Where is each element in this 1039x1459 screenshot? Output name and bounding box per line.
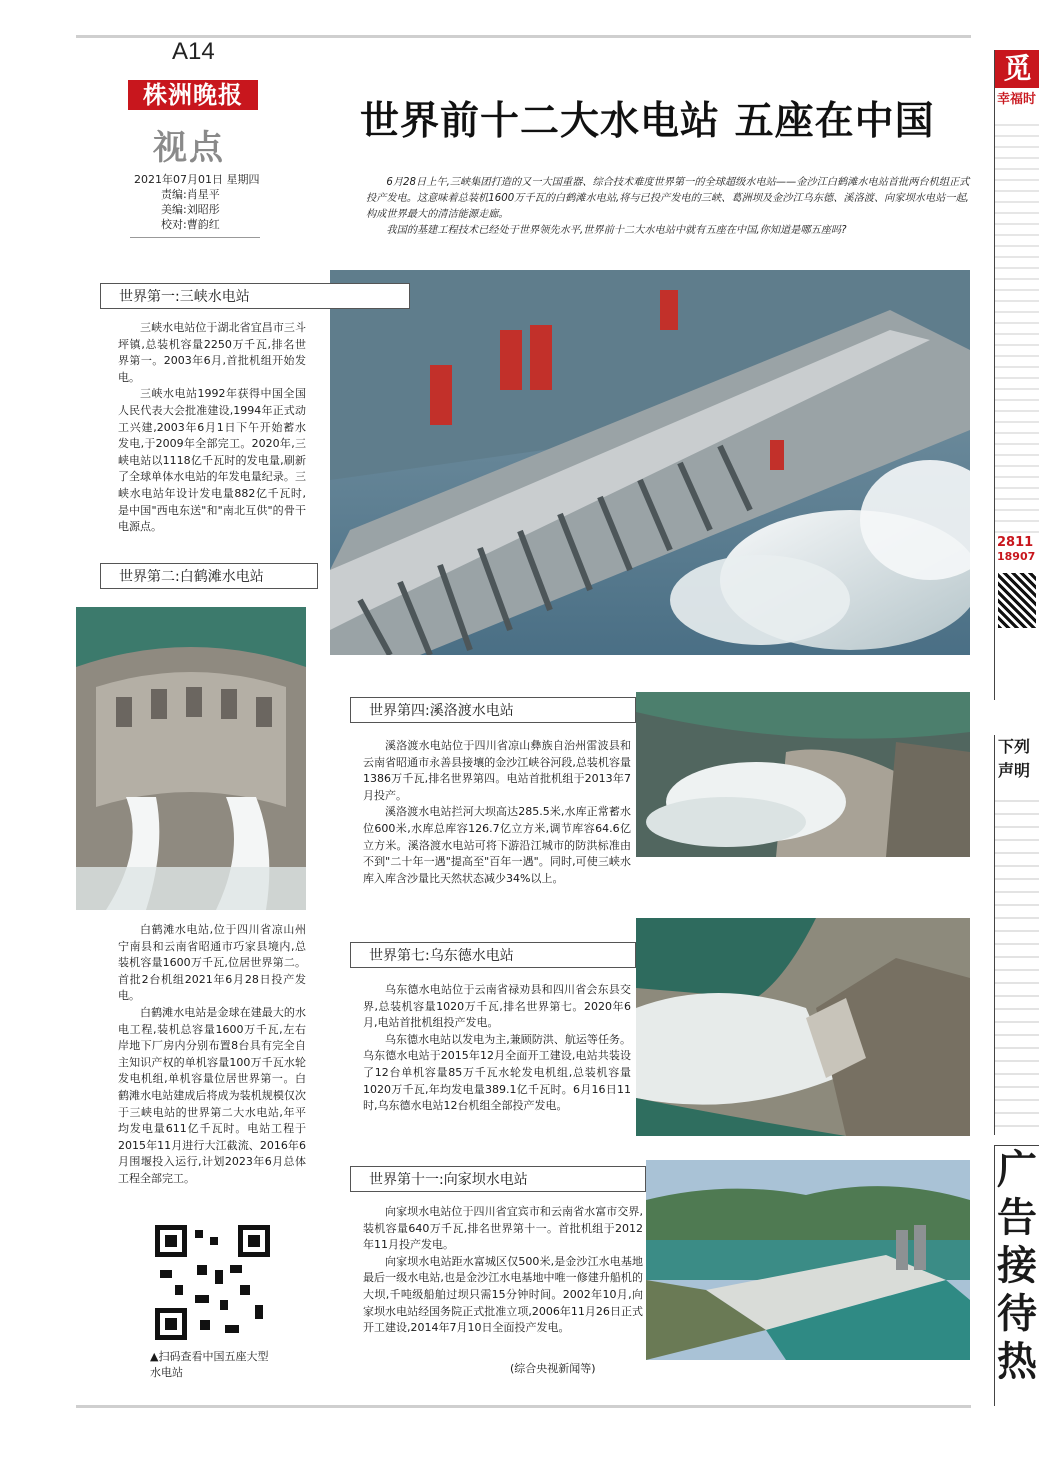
source-note: (综合央视新闻等) (510, 1362, 596, 1375)
station-text-xiangjiaba (363, 1204, 643, 1337)
three-gorges-photo (330, 270, 970, 655)
page-number: A14 (172, 38, 215, 65)
paragraph: 向家坝水电站位于四川省宜宾市和云南省水富市交界,装机容量640万千瓦,排名世界第十一。首批机组于2012年11月投产发电。 (363, 1205, 643, 1252)
section-title: 视点 (153, 128, 225, 168)
lead-paragraphs (366, 175, 972, 239)
ad-hotline-column (994, 1145, 1039, 1406)
credit-designer: 美编:刘昭彤 (161, 203, 220, 216)
paragraph: 向家坝水电站距水富城区仅500米,是金沙江水电基地最后一级水电站,也是金沙江水电基地中唯一修建升船机的大坝,千吨级船舶过坝只需15分钟时间。2002年10月,向家坝水电站经国务院正式批准立项,2006年11月26日正式开工建设,2014年7月10日全面投产发电。 (363, 1254, 643, 1335)
paragraph: 三峡水电站1992年获得中国全国人民代表大会批准建设,1994年正式动工兴建,2003年6月1日下午开始蓄水发电,于2009年全部完工。2020年,三峡电站以1118亿千瓦时的发电量,刷新了全球单体水电站的年发电量纪录。三峡水电站年设计发电量882亿千瓦时,是中国"西电东送"和"南北互供"的骨干电源点。 (118, 387, 306, 534)
qr-code[interactable] (155, 1225, 270, 1340)
baihetan-photo (76, 607, 306, 910)
headline: 世界前十二大水电站 五座在中国 (360, 99, 935, 144)
paragraph: 三峡水电站位于湖北省宜昌市三斗坪镇,总装机容量2250万千瓦,排名世界第一。2003年6月,首批机组开始发电。 (118, 321, 306, 384)
credits (134, 172, 260, 232)
notice-title-1: 下列 (998, 737, 1031, 756)
bottom-rule (76, 1405, 971, 1408)
xiangjiaba-photo (646, 1160, 970, 1360)
notice-listings (995, 789, 1039, 1129)
hotline-char: 告 (997, 1194, 1037, 1241)
date-line: 2021年07月01日 星期四 (134, 173, 260, 186)
xiluodu-photo (636, 692, 970, 857)
station-text-wudongde (363, 982, 631, 1115)
hotline-char: 接 (997, 1242, 1037, 1289)
qr-caption: ▲扫码查看中国五座大型水电站 (150, 1350, 269, 1379)
station-label-baihetan: 世界第二:白鹤滩水电站 (100, 563, 318, 589)
paragraph: 溪洛渡水电站拦河大坝高达285.5米,水库正常蓄水位600米,水库总库容126.7亿立方米,调节库容64.6亿立方米。溪洛渡水电站可将下游沿江城市的防洪标准由不到"二十年一遇"提高至"百年一遇"。同时,可使三峡水库入库含沙量比天然状态减少34%以上。 (363, 805, 631, 885)
credit-divider (130, 237, 260, 238)
ad-listings (995, 115, 1039, 535)
ad-subtitle: 幸福时 (997, 92, 1037, 107)
station-label-sanxia: 世界第一:三峡水电站 (100, 283, 410, 309)
masthead-logo: 株洲晚报 (128, 80, 258, 110)
notice-column (994, 735, 1039, 1135)
classified-ad-column (994, 50, 1039, 700)
station-label-xiangjiaba: 世界第十一:向家坝水电站 (350, 1166, 646, 1192)
ad-title: 觅 (995, 50, 1039, 88)
paragraph: 乌东德水电站以发电为主,兼顾防洪、航运等任务。乌东德水电站于2015年12月全面开工建设,电站共装设了12台单机容量85万千瓦水轮发电机组,总装机容量1020万千瓦,年均发电量389.1亿千瓦时。6月16日11时,乌东德水电站12台机组全部投产发电。 (363, 1032, 631, 1113)
hotline-char: 待 (997, 1290, 1037, 1337)
ad-phone: 2811 (997, 535, 1034, 550)
wudongde-photo (636, 918, 970, 1136)
paragraph: 白鹤滩水电站是金球在建最大的水电工程,装机总容量1600万千瓦,左右岸地下厂房内分别布置8台具有完全自主知识产权的单机容量100万千瓦水轮发电机组,单机容量位居世界第一。白鹤滩水电站建成后将成为装机规模仅次于三峡电站的世界第二大水电站,年平均发电量611亿千瓦时。电站工程于2015年11月进行大江截流、2016年6月围堰投入运行,计划2023年6月总体工程全部完工。 (118, 1005, 306, 1185)
station-text-sanxia (118, 320, 306, 536)
paragraph: 溪洛渡水电站位于四川省凉山彝族自治州雷波县和云南省昭通市永善县接壤的金沙江峡谷河段,总装机容量1386万千瓦,排名世界第四。电站首批机组于2013年7月投产。 (363, 739, 631, 802)
paragraph: 白鹤滩水电站,位于四川省凉山州宁南县和云南省昭通市巧家县境内,总装机容量1600万千瓦,位居世界第二。首批2台机组2021年6月28日投产发电。 (118, 923, 306, 1003)
hotline-char: 热 (997, 1338, 1037, 1385)
station-label-xiluodu: 世界第四:溪洛渡水电站 (350, 697, 636, 723)
credit-editor: 责编:肖星平 (161, 188, 220, 201)
lead-paragraph: 6月28日上午,三峡集团打造的又一大国重器、综合技术难度世界第一的全球超级水电站——金沙江白鹤滩水电站首批两台机组正式投产发电。这意味着总装机1600万千瓦的白鹤滩水电站,将与已投产发电的三峡、葛洲坝及金沙江乌东德、溪洛渡、向家坝水电站一起,构成世界最大的清洁能源走廊。 (366, 177, 970, 220)
ad-qr-code[interactable] (998, 573, 1036, 628)
station-label-wudongde: 世界第七:乌东德水电站 (350, 942, 636, 968)
station-text-baihetan (118, 922, 306, 1188)
lead-paragraph: 我国的基建工程技术已经处于世界领先水平,世界前十二大水电站中就有五座在中国,你知道是哪五座吗? (386, 225, 847, 236)
notice-title-2: 声明 (998, 761, 1031, 780)
hotline-char: 广 (997, 1146, 1037, 1193)
credit-proofreader: 校对:曹韵红 (161, 218, 220, 231)
station-text-xiluodu (363, 738, 631, 887)
ad-phone-mobile: 18907 (997, 550, 1036, 563)
paragraph: 乌东德水电站位于云南省禄劝县和四川省会东县交界,总装机容量1020万千瓦,排名世界第七。2020年6月,电站首批机组投产发电。 (363, 983, 631, 1030)
